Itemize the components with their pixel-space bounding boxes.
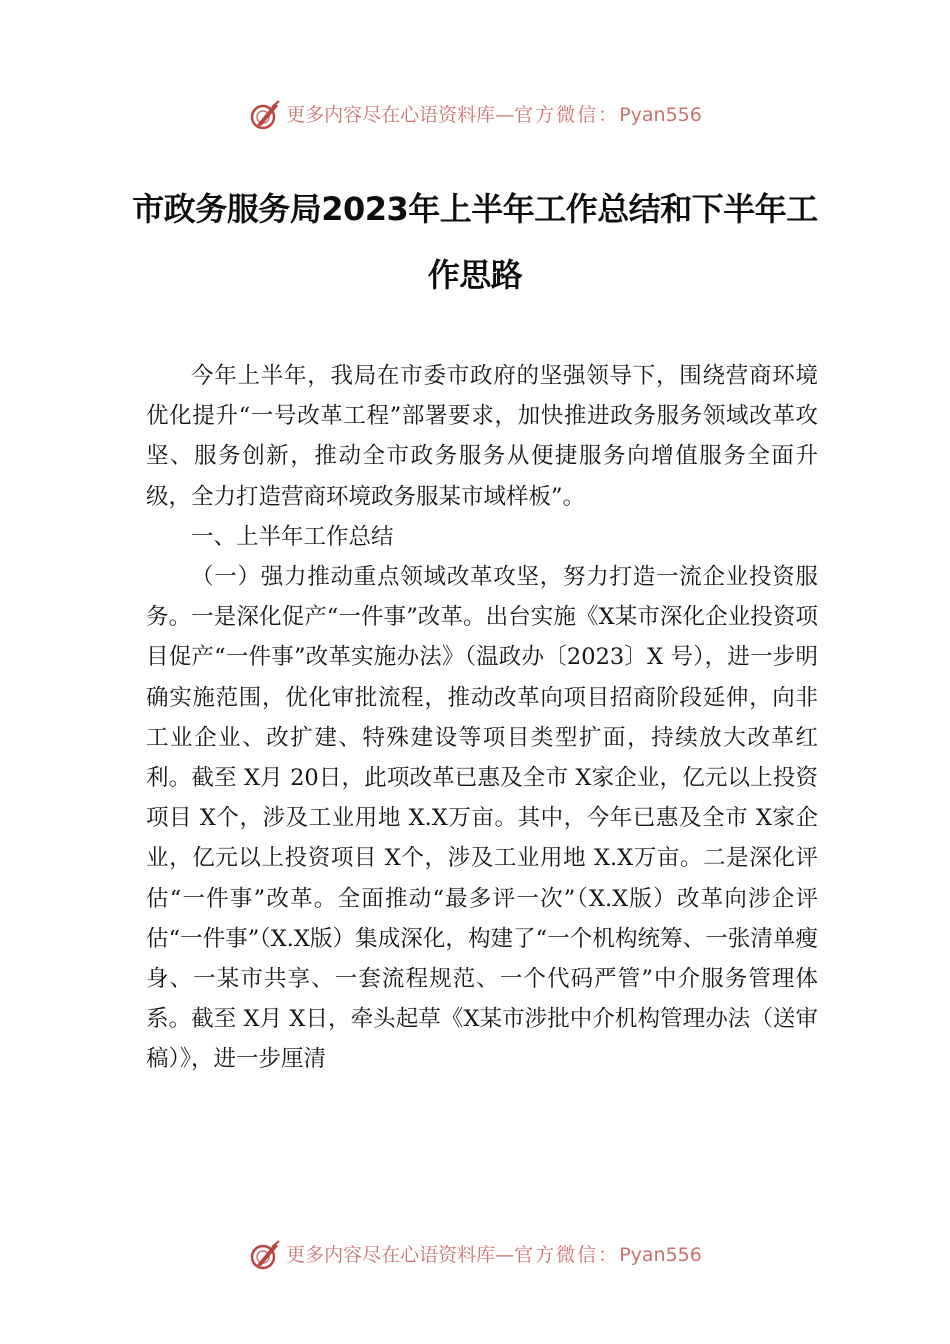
section-heading: 一、上半年工作总结 xyxy=(191,523,394,550)
footer-watermark xyxy=(0,1238,950,1272)
watermark-text: 更多内容尽在心语资料库 xyxy=(286,104,496,126)
quill-seal-icon xyxy=(248,1238,282,1272)
watermark-wechat-id: Pyan556 xyxy=(619,104,702,126)
document-title: 市政务服务局2023年上半年工作总结和下半年工作思路 xyxy=(132,190,818,294)
quill-seal-icon xyxy=(248,98,282,132)
watermark-separator: — xyxy=(495,104,515,126)
header-watermark xyxy=(0,98,950,132)
watermark-wechat-label: 官方微信： xyxy=(514,1244,620,1266)
watermark-wechat-label: 官方微信： xyxy=(514,104,620,126)
document-body xyxy=(146,356,818,1080)
watermark-text: 更多内容尽在心语资料库 xyxy=(286,1244,496,1266)
watermark-wechat-id: Pyan556 xyxy=(619,1244,702,1266)
watermark-separator: — xyxy=(495,1244,515,1266)
intro-paragraph: 今年上半年，我局在市委市政府的坚强领导下，围绕营商环境优化提升“一号改革工程”部署要求，加快推进政务服务领域改革攻坚、服务创新，推动全市政务服务从便捷服务向增值服务全面升级，全力打造营商环境政务服某市域样板”。 xyxy=(146,363,818,510)
subsection-paragraph: （一）强力推动重点领域改革攻坚，努力打造一流企业投资服务。一是深化促产“一件事”改革。出台实施《X某市深化企业投资项目促产“一件事”改革实施办法》（温政办〔2023〕X 号），进一步明确实施范围，优化审批流程，推动改革向项目招商阶段延伸，向非工业企业、改扩建、特殊建设等项目类型扩面，持续放大改革红利。截至 X月 20日，此项改革已惠及全市 X家企业，亿元以上投资项目 X个，涉及工业用地 X.X万亩。其中，今年已惠及全市 X家企业，亿元以上投资项目 X个，涉及工业用地 X.X万亩。二是深化评估“一件事”改革。全面推动“最多评一次”（X.X版）改革向涉企评估“一件事”（X.X版）集成深化，构建了“一个机构统筹、一张清单瘦身、一某市共享、一套流程规范、一个代码严管”中介服务管理体系。截至 X月 X日，牵头起草《X某市涉批中介机构管理办法（送审稿）》，进一步厘清 xyxy=(146,564,818,1073)
